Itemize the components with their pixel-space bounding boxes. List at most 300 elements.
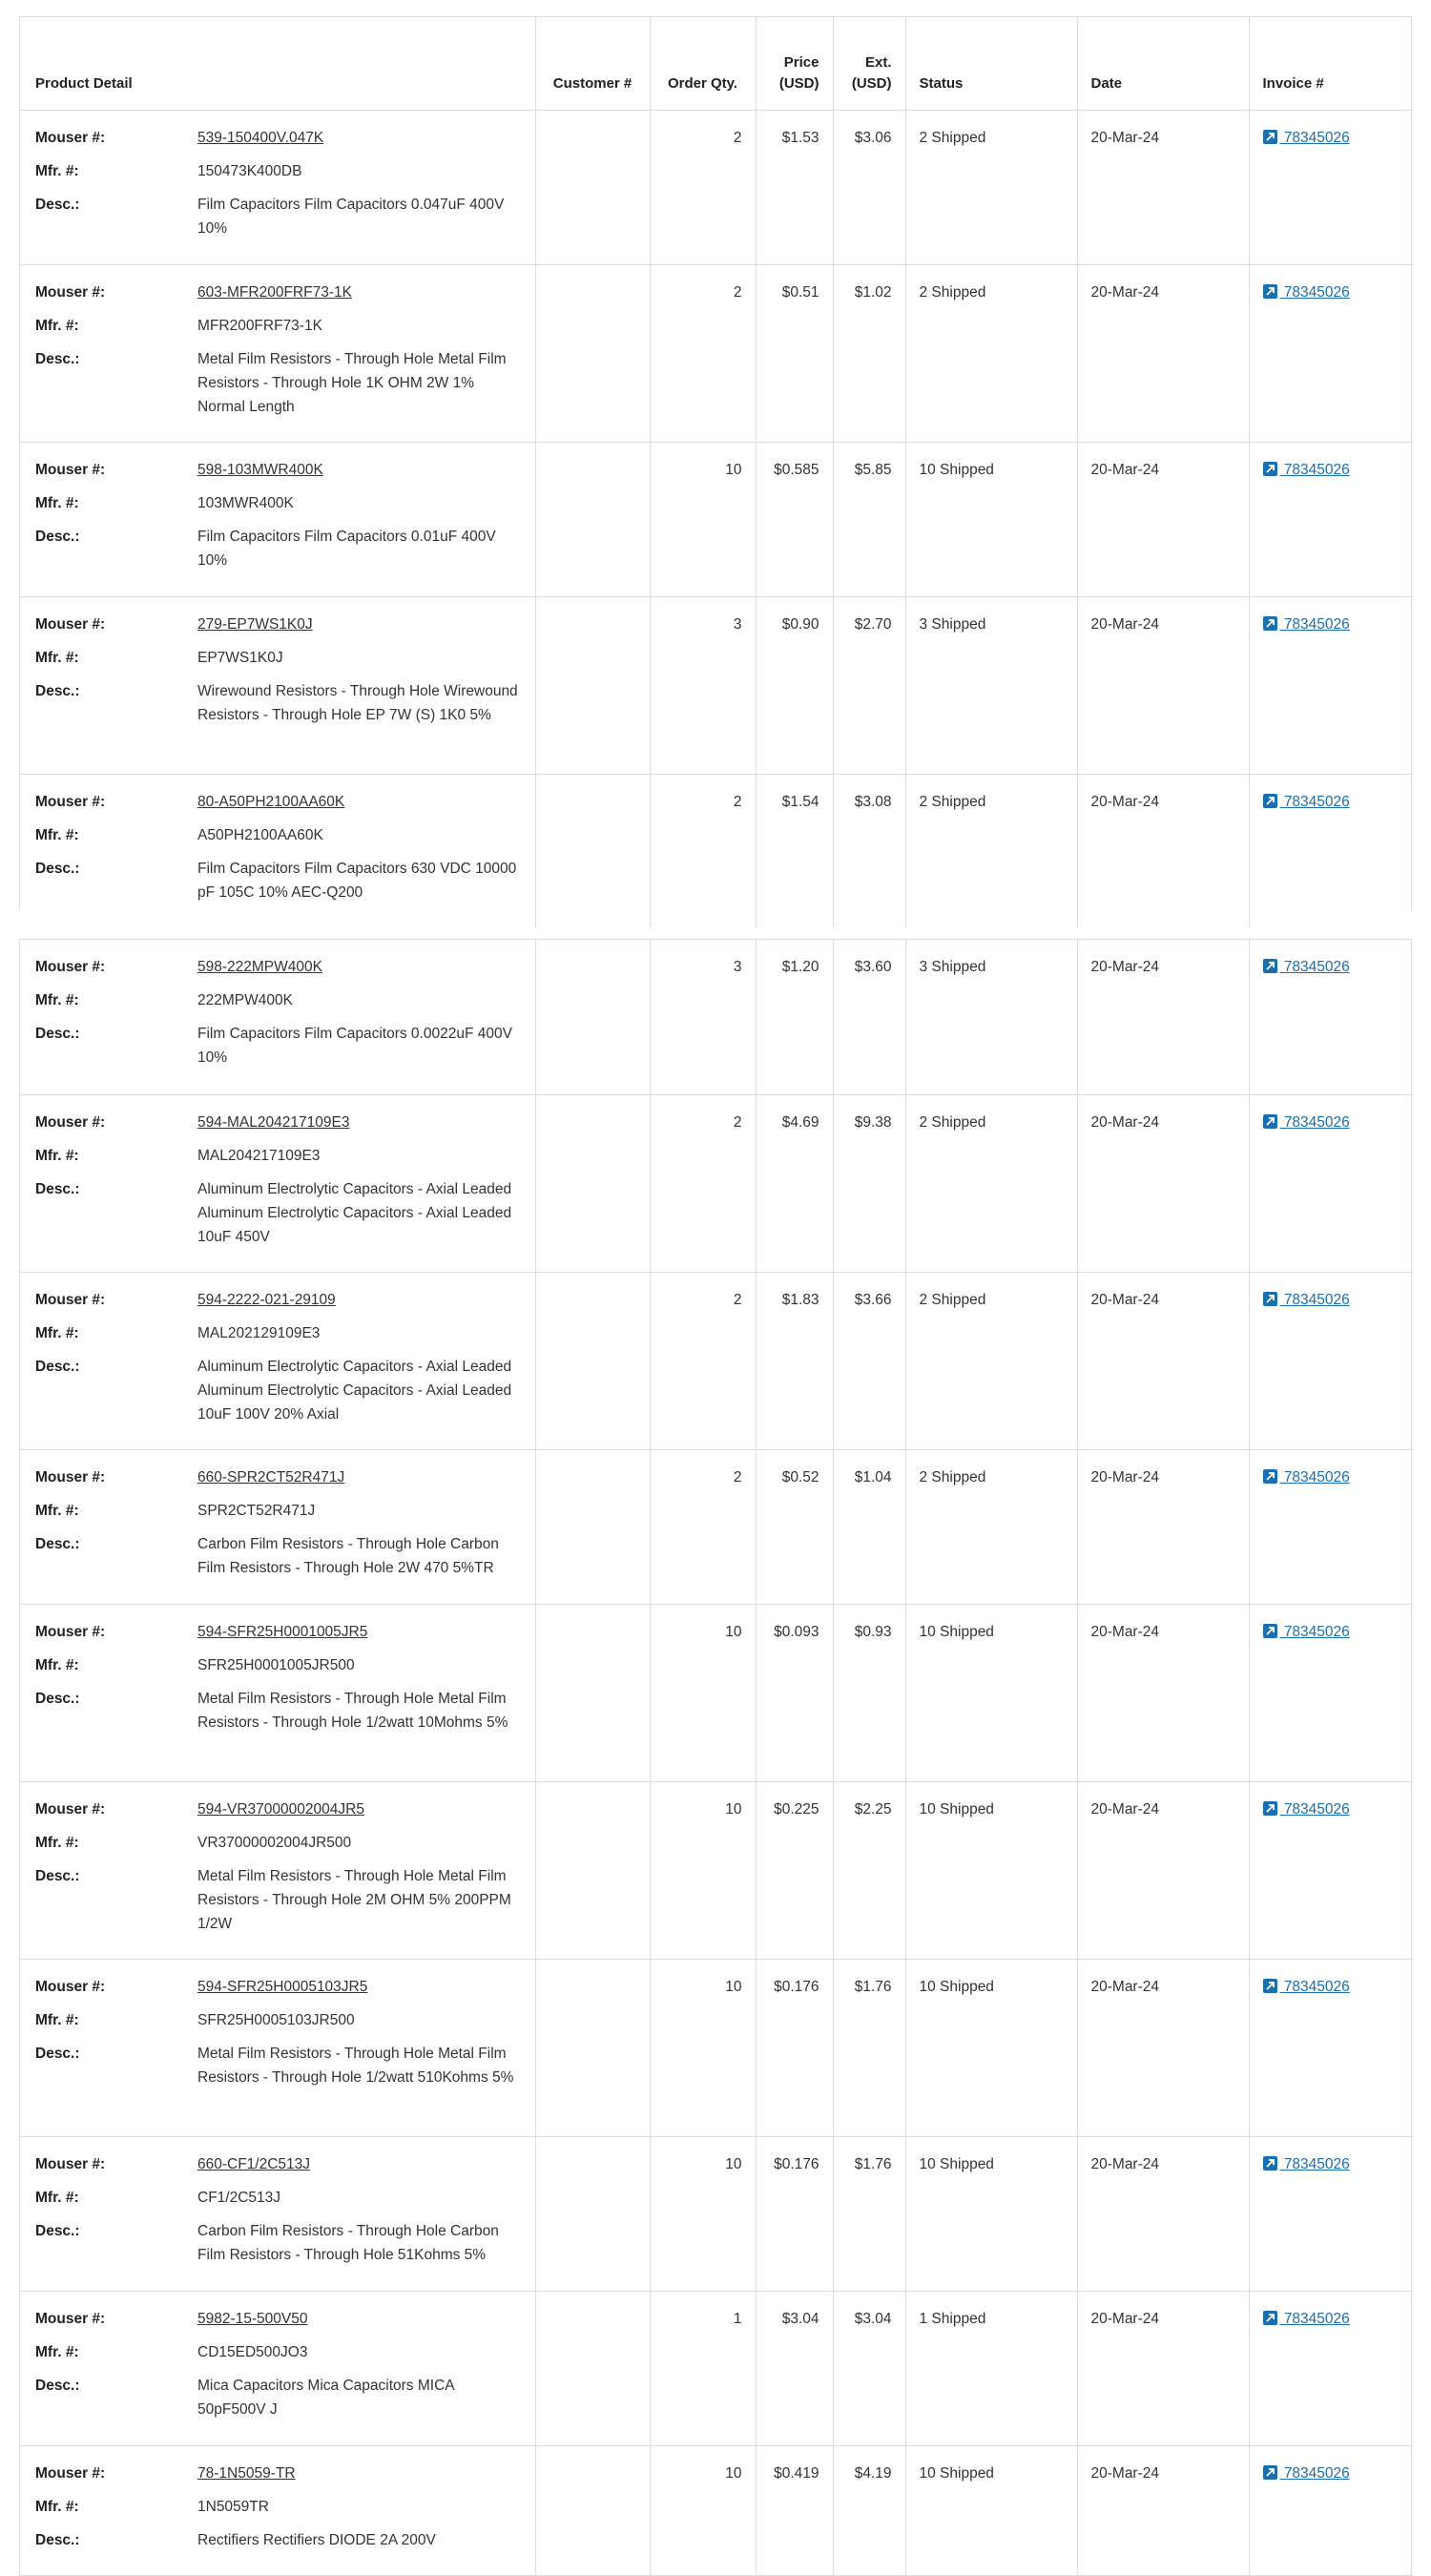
mouser-number-row xyxy=(35,458,526,482)
description-value: Metal Film Resistors - Through Hole Metal Film Resistors - Through Hole 1/2watt 10Mohms 5% xyxy=(197,1690,508,1731)
mfr-number-value: 222MPW400K xyxy=(197,992,293,1008)
date-cell: 20-Mar-24 xyxy=(1077,940,1249,1094)
status-cell: 10 Shipped xyxy=(905,2445,1077,2575)
mfr-number-row xyxy=(35,1321,526,1345)
col-header-ext xyxy=(833,17,905,111)
table-row xyxy=(20,1272,1413,1449)
mfr-number-row xyxy=(35,2008,526,2032)
invoice-number: 78345026 xyxy=(1283,1113,1350,1131)
description-row xyxy=(35,1864,526,1936)
external-link-icon xyxy=(1263,2156,1277,2171)
order-qty-cell: 10 xyxy=(650,2445,756,2575)
invoice-link[interactable] xyxy=(1263,2311,1350,2327)
mfr-number-row xyxy=(35,988,526,1012)
date-cell: 20-Mar-24 xyxy=(1077,111,1249,265)
description-value: Film Capacitors Film Capacitors 0.047uF 400V 10% xyxy=(197,197,505,237)
order-qty-cell: 3 xyxy=(650,597,756,775)
description-row xyxy=(35,347,526,419)
description-row-label: Desc.: xyxy=(35,2222,80,2239)
mfr-number-row xyxy=(35,1831,526,1855)
col-header-customer: Customer # xyxy=(535,17,650,111)
description-value: Mica Capacitors Mica Capacitors MICA 50pF500V J xyxy=(197,2377,454,2418)
invoice-link[interactable] xyxy=(1263,1114,1350,1131)
unit-price-cell: $0.52 xyxy=(756,1449,833,1604)
mouser-number-row-label: Mouser #: xyxy=(35,959,106,975)
mouser-number-row-label: Mouser #: xyxy=(35,1291,106,1308)
invoice-link[interactable] xyxy=(1263,794,1350,810)
mfr-number-row xyxy=(35,2340,526,2364)
ext-price-cell: $0.93 xyxy=(833,1604,905,1781)
date-cell: 20-Mar-24 xyxy=(1077,597,1249,775)
mouser-part-link[interactable]: 80-A50PH2100AA60K xyxy=(197,794,345,810)
date-cell: 20-Mar-24 xyxy=(1077,443,1249,597)
invoice-cell xyxy=(1249,2136,1413,2291)
mfr-number-row xyxy=(35,1653,526,1677)
ext-price-cell: $3.66 xyxy=(833,1272,905,1449)
order-qty-cell: 2 xyxy=(650,265,756,443)
status-cell: 2 Shipped xyxy=(905,775,1077,927)
external-link-icon xyxy=(1263,794,1277,808)
status-cell: 3 Shipped xyxy=(905,940,1077,1094)
invoice-number: 78345026 xyxy=(1283,1978,1350,1995)
description-value: Aluminum Electrolytic Capacitors - Axial Leaded Aluminum Electrolytic Capacitors - Axial Leaded 10uF 100V 20% Axial xyxy=(197,1358,512,1423)
description-row-label: Desc.: xyxy=(35,1180,80,1197)
order-lines-table xyxy=(20,17,1413,927)
date-cell: 20-Mar-24 xyxy=(1077,1604,1249,1781)
mouser-number-row xyxy=(35,1111,526,1134)
status-cell: 2 Shipped xyxy=(905,265,1077,443)
invoice-link[interactable] xyxy=(1263,1292,1350,1308)
mfr-number-value: 103MWR400K xyxy=(197,495,294,511)
col-header-date: Date xyxy=(1077,17,1249,111)
description-row-label: Desc.: xyxy=(35,351,80,367)
order-qty-cell: 2 xyxy=(650,1094,756,1272)
invoice-number: 78345026 xyxy=(1283,794,1350,810)
mfr-number-value: SPR2CT52R471J xyxy=(197,1502,316,1519)
table-row xyxy=(20,597,1413,775)
mouser-number-row xyxy=(35,955,526,979)
mouser-number-row xyxy=(35,1288,526,1312)
date-cell: 20-Mar-24 xyxy=(1077,775,1249,927)
mouser-part-link[interactable]: 594-VR37000002004JR5 xyxy=(197,1800,364,1818)
mouser-number-row-label: Mouser #: xyxy=(35,1468,106,1485)
description-row-label: Desc.: xyxy=(35,1867,80,1884)
order-qty-cell: 2 xyxy=(650,1272,756,1449)
customer-number-cell xyxy=(535,597,650,775)
description-row xyxy=(35,679,526,727)
date-cell: 20-Mar-24 xyxy=(1077,265,1249,443)
product-detail-cell xyxy=(20,111,535,265)
description-row-label: Desc.: xyxy=(35,197,80,213)
ext-header-line1: Ext. xyxy=(864,54,892,71)
description-row-label: Desc.: xyxy=(35,1690,80,1707)
mfr-number-value: SFR25H0001005JR500 xyxy=(197,1656,355,1673)
description-row-label: Desc.: xyxy=(35,2531,80,2548)
date-cell: 20-Mar-24 xyxy=(1077,1272,1249,1449)
product-detail-cell xyxy=(20,265,535,443)
product-detail-cell xyxy=(20,775,535,927)
description-value: Carbon Film Resistors - Through Hole Carbon Film Resistors - Through Hole 2W 470 5%TR xyxy=(197,1535,499,1576)
mouser-part-link[interactable]: 598-103MWR400K xyxy=(197,462,323,478)
mouser-part-link[interactable]: 594-SFR25H0005103JR5 xyxy=(197,1978,368,1995)
external-link-icon xyxy=(1263,1469,1277,1484)
status-cell: 2 Shipped xyxy=(905,1094,1077,1272)
ext-price-cell: $1.04 xyxy=(833,1449,905,1604)
mouser-number-row-label: Mouser #: xyxy=(35,1800,106,1818)
unit-price-cell: $0.225 xyxy=(756,1781,833,1959)
date-cell: 20-Mar-24 xyxy=(1077,1449,1249,1604)
date-cell: 20-Mar-24 xyxy=(1077,2445,1249,2575)
mouser-number-row-label: Mouser #: xyxy=(35,2464,106,2482)
mouser-part-link[interactable]: 594-MAL204217109E3 xyxy=(197,1113,350,1131)
date-cell: 20-Mar-24 xyxy=(1077,1094,1249,1272)
description-row xyxy=(35,1022,526,1070)
col-header-order-qty: Order Qty. xyxy=(650,17,756,111)
invoice-cell xyxy=(1249,1781,1413,1959)
invoice-link[interactable] xyxy=(1263,1469,1350,1485)
unit-price-cell: $0.176 xyxy=(756,2136,833,2291)
customer-number-cell xyxy=(535,940,650,1094)
ext-price-cell: $9.38 xyxy=(833,1094,905,1272)
invoice-link[interactable] xyxy=(1263,2156,1350,2172)
order-qty-cell: 10 xyxy=(650,2136,756,2291)
ext-price-cell: $1.76 xyxy=(833,1959,905,2136)
product-detail-cell xyxy=(20,1094,535,1272)
unit-price-cell: $0.585 xyxy=(756,443,833,597)
invoice-cell xyxy=(1249,1449,1413,1604)
table-header-row xyxy=(20,17,1413,111)
description-value: Aluminum Electrolytic Capacitors - Axial Leaded Aluminum Electrolytic Capacitors - Axial Leaded 10uF 450V xyxy=(197,1180,512,1245)
description-row-label: Desc.: xyxy=(35,1535,80,1552)
mouser-number-row-label: Mouser #: xyxy=(35,2310,106,2327)
invoice-number: 78345026 xyxy=(1283,2310,1350,2327)
table-row xyxy=(20,775,1413,927)
ext-price-cell: $3.60 xyxy=(833,940,905,1094)
invoice-number: 78345026 xyxy=(1283,1623,1350,1640)
col-header-price xyxy=(756,17,833,111)
description-value: Rectifiers Rectifiers DIODE 2A 200V xyxy=(197,2531,436,2548)
mouser-number-row-label: Mouser #: xyxy=(35,2155,106,2172)
description-row xyxy=(35,1355,526,1426)
invoice-cell xyxy=(1249,1604,1413,1781)
col-header-invoice: Invoice # xyxy=(1249,17,1413,111)
invoice-link[interactable] xyxy=(1263,1801,1350,1818)
order-lines-panel-2 xyxy=(19,939,1412,2576)
unit-price-cell: $0.90 xyxy=(756,597,833,775)
mouser-part-link[interactable]: 279-EP7WS1K0J xyxy=(197,616,313,633)
customer-number-cell xyxy=(535,1781,650,1959)
table-row xyxy=(20,443,1413,597)
unit-price-cell: $3.04 xyxy=(756,2291,833,2445)
product-detail-cell xyxy=(20,2136,535,2291)
description-value: Metal Film Resistors - Through Hole Metal Film Resistors - Through Hole 1K OHM 2W 1% Normal Length xyxy=(197,351,507,415)
mouser-number-row xyxy=(35,2152,526,2176)
invoice-cell xyxy=(1249,1959,1413,2136)
invoice-number: 78345026 xyxy=(1283,959,1350,975)
description-value: Film Capacitors Film Capacitors 630 VDC 10000 pF 105C 10% AEC-Q200 xyxy=(197,861,517,901)
table-row xyxy=(20,265,1413,443)
date-cell: 20-Mar-24 xyxy=(1077,2136,1249,2291)
customer-number-cell xyxy=(535,2136,650,2291)
mfr-number-value: EP7WS1K0J xyxy=(197,650,283,666)
mouser-number-row xyxy=(35,1975,526,1999)
mfr-number-row-label: Mfr. #: xyxy=(35,2343,79,2360)
order-qty-cell: 2 xyxy=(650,111,756,265)
invoice-link[interactable] xyxy=(1263,616,1350,633)
customer-number-cell xyxy=(535,1272,650,1449)
customer-number-cell xyxy=(535,1094,650,1272)
invoice-number: 78345026 xyxy=(1283,462,1350,478)
unit-price-cell: $1.54 xyxy=(756,775,833,927)
invoice-number: 78345026 xyxy=(1283,1291,1350,1308)
mouser-number-row xyxy=(35,1620,526,1644)
customer-number-cell xyxy=(535,111,650,265)
customer-number-cell xyxy=(535,775,650,927)
mfr-number-row-label: Mfr. #: xyxy=(35,318,79,334)
mfr-number-row xyxy=(35,2186,526,2210)
order-qty-cell: 2 xyxy=(650,1449,756,1604)
table-row xyxy=(20,2445,1413,2575)
product-detail-cell xyxy=(20,940,535,1094)
table-row xyxy=(20,111,1413,265)
unit-price-cell: $0.093 xyxy=(756,1604,833,1781)
ext-header-line2: (USD) xyxy=(851,75,892,92)
description-row-label: Desc.: xyxy=(35,683,80,699)
mfr-number-value: A50PH2100AA60K xyxy=(197,827,323,843)
col-header-product-detail: Product Detail xyxy=(20,17,535,111)
mouser-part-link[interactable]: 598-222MPW400K xyxy=(197,959,322,975)
description-row xyxy=(35,857,526,904)
invoice-number: 78345026 xyxy=(1283,130,1350,146)
table-row xyxy=(20,1781,1413,1959)
mouser-number-row-label: Mouser #: xyxy=(35,130,106,146)
invoice-link[interactable] xyxy=(1263,284,1350,301)
product-detail-cell xyxy=(20,1781,535,1959)
mfr-number-row-label: Mfr. #: xyxy=(35,1656,79,1673)
date-cell: 20-Mar-24 xyxy=(1077,1959,1249,2136)
ext-price-cell: $5.85 xyxy=(833,443,905,597)
status-cell: 10 Shipped xyxy=(905,443,1077,597)
ext-price-cell: $4.19 xyxy=(833,2445,905,2575)
description-row xyxy=(35,1687,526,1735)
mfr-number-row xyxy=(35,2495,526,2519)
external-link-icon xyxy=(1263,2465,1277,2480)
invoice-link[interactable] xyxy=(1263,462,1350,478)
order-lines-panel-1 xyxy=(19,16,1412,910)
ext-price-cell: $3.06 xyxy=(833,111,905,265)
mouser-part-link[interactable]: 594-2222-021-29109 xyxy=(197,1291,336,1308)
description-row xyxy=(35,525,526,572)
mfr-number-row xyxy=(35,646,526,670)
external-link-icon xyxy=(1263,130,1277,144)
unit-price-cell: $0.176 xyxy=(756,1959,833,2136)
invoice-link[interactable] xyxy=(1263,1624,1350,1640)
mouser-number-row xyxy=(35,2307,526,2331)
status-cell: 3 Shipped xyxy=(905,597,1077,775)
customer-number-cell xyxy=(535,265,650,443)
external-link-icon xyxy=(1263,1624,1277,1638)
mouser-number-row-label: Mouser #: xyxy=(35,284,106,301)
mfr-number-row-label: Mfr. #: xyxy=(35,2189,79,2206)
invoice-link[interactable] xyxy=(1263,959,1350,975)
mfr-number-row-label: Mfr. #: xyxy=(35,1324,79,1341)
description-row-label: Desc.: xyxy=(35,861,80,877)
mfr-number-row-label: Mfr. #: xyxy=(35,827,79,843)
order-qty-cell: 1 xyxy=(650,2291,756,2445)
description-row xyxy=(35,1532,526,1580)
mouser-part-link[interactable]: 78-1N5059-TR xyxy=(197,2464,296,2482)
invoice-cell xyxy=(1249,2445,1413,2575)
mouser-number-row xyxy=(35,2462,526,2485)
description-row xyxy=(35,193,526,240)
status-cell: 2 Shipped xyxy=(905,111,1077,265)
customer-number-cell xyxy=(535,1449,650,1604)
ext-price-cell: $1.02 xyxy=(833,265,905,443)
mfr-number-row-label: Mfr. #: xyxy=(35,2498,79,2515)
order-qty-cell: 10 xyxy=(650,1959,756,2136)
mfr-number-value: MAL202129109E3 xyxy=(197,1324,321,1341)
invoice-link[interactable] xyxy=(1263,130,1350,146)
mfr-number-row xyxy=(35,1499,526,1523)
ext-price-cell: $1.76 xyxy=(833,2136,905,2291)
invoice-cell xyxy=(1249,2291,1413,2445)
product-detail-cell xyxy=(20,443,535,597)
invoice-link[interactable] xyxy=(1263,1979,1350,1995)
mouser-part-link[interactable]: 539-150400V.047K xyxy=(197,130,324,146)
external-link-icon xyxy=(1263,284,1277,299)
mouser-number-row xyxy=(35,1797,526,1821)
table-row xyxy=(20,1094,1413,1272)
description-row-label: Desc.: xyxy=(35,2045,80,2062)
status-cell: 10 Shipped xyxy=(905,1959,1077,2136)
status-cell: 10 Shipped xyxy=(905,1604,1077,1781)
order-qty-cell: 2 xyxy=(650,775,756,927)
mfr-number-row xyxy=(35,1144,526,1168)
mouser-number-row-label: Mouser #: xyxy=(35,794,106,810)
mfr-number-row-label: Mfr. #: xyxy=(35,992,79,1008)
invoice-link[interactable] xyxy=(1263,2465,1350,2482)
mouser-part-link[interactable]: 660-CF1/2C513J xyxy=(197,2155,311,2172)
order-qty-cell: 3 xyxy=(650,940,756,1094)
description-row xyxy=(35,1177,526,1249)
ext-price-cell: $3.08 xyxy=(833,775,905,927)
invoice-cell xyxy=(1249,265,1413,443)
description-row-label: Desc.: xyxy=(35,2377,80,2394)
external-link-icon xyxy=(1263,1801,1277,1816)
unit-price-cell: $1.20 xyxy=(756,940,833,1094)
customer-number-cell xyxy=(535,2291,650,2445)
mfr-number-row-label: Mfr. #: xyxy=(35,163,79,179)
invoice-number: 78345026 xyxy=(1283,1468,1350,1485)
invoice-number: 78345026 xyxy=(1283,616,1350,633)
mfr-number-row-label: Mfr. #: xyxy=(35,495,79,511)
mouser-part-link[interactable]: 5982-15-500V50 xyxy=(197,2310,308,2327)
date-cell: 20-Mar-24 xyxy=(1077,1781,1249,1959)
ext-price-cell: $3.04 xyxy=(833,2291,905,2445)
price-header-line2: (USD) xyxy=(778,75,819,92)
description-row xyxy=(35,2219,526,2267)
invoice-number: 78345026 xyxy=(1283,1800,1350,1818)
mfr-number-value: MAL204217109E3 xyxy=(197,1147,321,1164)
mfr-number-value: 150473K400DB xyxy=(197,163,302,179)
description-row xyxy=(35,2528,526,2552)
invoice-number: 78345026 xyxy=(1283,2464,1350,2482)
status-cell: 10 Shipped xyxy=(905,1781,1077,1959)
mouser-part-link[interactable]: 660-SPR2CT52R471J xyxy=(197,1468,345,1485)
mfr-number-row xyxy=(35,159,526,183)
order-qty-cell: 10 xyxy=(650,1781,756,1959)
status-cell: 2 Shipped xyxy=(905,1272,1077,1449)
external-link-icon xyxy=(1263,959,1277,973)
invoice-number: 78345026 xyxy=(1283,284,1350,301)
ext-price-cell: $2.70 xyxy=(833,597,905,775)
table-row xyxy=(20,1604,1413,1781)
external-link-icon xyxy=(1263,1292,1277,1306)
status-cell: 2 Shipped xyxy=(905,1449,1077,1604)
mouser-number-row-label: Mouser #: xyxy=(35,616,106,633)
order-qty-cell: 10 xyxy=(650,443,756,597)
mouser-number-row xyxy=(35,280,526,304)
invoice-number: 78345026 xyxy=(1283,2155,1350,2172)
product-detail-cell xyxy=(20,1272,535,1449)
table-row xyxy=(20,2291,1413,2445)
col-header-status: Status xyxy=(905,17,1077,111)
mouser-part-link[interactable]: 594-SFR25H0001005JR5 xyxy=(197,1623,368,1640)
external-link-icon xyxy=(1263,2311,1277,2325)
description-row-label: Desc.: xyxy=(35,529,80,545)
description-value: Metal Film Resistors - Through Hole Metal Film Resistors - Through Hole 2M OHM 5% 200PPM 1/2W xyxy=(197,1867,511,1932)
description-row-label: Desc.: xyxy=(35,1026,80,1042)
order-lines-table-continued xyxy=(20,940,1413,2576)
product-detail-cell xyxy=(20,1604,535,1781)
order-qty-cell: 10 xyxy=(650,1604,756,1781)
external-link-icon xyxy=(1263,462,1277,476)
table-row xyxy=(20,940,1413,1094)
invoice-cell xyxy=(1249,775,1413,927)
customer-number-cell xyxy=(535,443,650,597)
external-link-icon xyxy=(1263,616,1277,631)
description-row-label: Desc.: xyxy=(35,1358,80,1375)
mfr-number-row xyxy=(35,491,526,515)
invoice-cell xyxy=(1249,940,1413,1094)
description-value: Film Capacitors Film Capacitors 0.01uF 400V 10% xyxy=(197,529,496,569)
mfr-number-value: CD15ED500JO3 xyxy=(197,2343,308,2360)
unit-price-cell: $0.419 xyxy=(756,2445,833,2575)
mouser-number-row xyxy=(35,613,526,636)
mfr-number-value: 1N5059TR xyxy=(197,2498,269,2515)
unit-price-cell: $1.83 xyxy=(756,1272,833,1449)
invoice-cell xyxy=(1249,1094,1413,1272)
mfr-number-value: MFR200FRF73-1K xyxy=(197,318,322,334)
invoice-cell xyxy=(1249,111,1413,265)
mouser-number-row xyxy=(35,126,526,150)
mouser-number-row-label: Mouser #: xyxy=(35,462,106,478)
mouser-number-row xyxy=(35,1465,526,1489)
invoice-cell xyxy=(1249,597,1413,775)
mfr-number-row xyxy=(35,823,526,847)
mfr-number-row-label: Mfr. #: xyxy=(35,1147,79,1164)
mfr-number-value: VR37000002004JR500 xyxy=(197,1834,352,1851)
table-row xyxy=(20,1959,1413,2136)
mouser-part-link[interactable]: 603-MFR200FRF73-1K xyxy=(197,284,352,301)
product-detail-cell xyxy=(20,2291,535,2445)
mouser-number-row xyxy=(35,790,526,814)
product-detail-cell xyxy=(20,2445,535,2575)
description-value: Film Capacitors Film Capacitors 0.0022uF 400V 10% xyxy=(197,1026,512,1066)
product-detail-cell xyxy=(20,1449,535,1604)
mouser-number-row-label: Mouser #: xyxy=(35,1978,106,1995)
unit-price-cell: $4.69 xyxy=(756,1094,833,1272)
